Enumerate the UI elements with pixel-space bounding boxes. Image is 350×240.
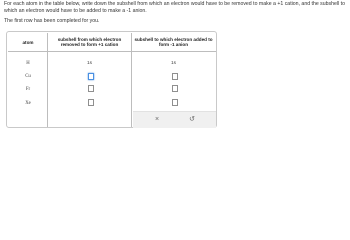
header-atom: atom: [22, 40, 34, 45]
header-anion: subshell to which electron added to form -1 anion: [134, 37, 213, 48]
cation-input-xe[interactable]: [88, 99, 94, 106]
instructions-text: For each atom in the table below, write down the subshell from which an electron would have to be removed to make a +1 cation, and the subshell to which an electron would have to be added to make a -1 anion.: [4, 1, 345, 14]
column-divider: [47, 33, 48, 127]
anion-value-h: 1s: [170, 61, 177, 66]
anion-input-fr[interactable]: [172, 85, 178, 92]
atom-cell-xe: Xe: [25, 101, 31, 106]
anion-input-xe[interactable]: [172, 99, 178, 106]
column-divider: [131, 33, 132, 127]
cation-input-cu[interactable]: [88, 73, 94, 80]
header-cation: subshell from which electron removed to form +1 cation: [57, 37, 122, 48]
intro-text: The first row has been completed for you.: [4, 18, 100, 24]
cation-input-fr[interactable]: [88, 85, 94, 92]
subshell-table: [6, 31, 217, 128]
cation-value-h: 1s: [86, 61, 93, 66]
header-divider: [8, 51, 216, 52]
undo-icon[interactable]: ↺: [189, 116, 195, 123]
action-bar: [133, 111, 216, 128]
atom-cell-cu: Cu: [25, 74, 31, 79]
anion-input-cu[interactable]: [172, 73, 178, 80]
atom-cell-fr: Fr: [25, 87, 31, 92]
atom-cell-h: H: [26, 61, 30, 66]
clear-icon[interactable]: ×: [154, 116, 160, 123]
